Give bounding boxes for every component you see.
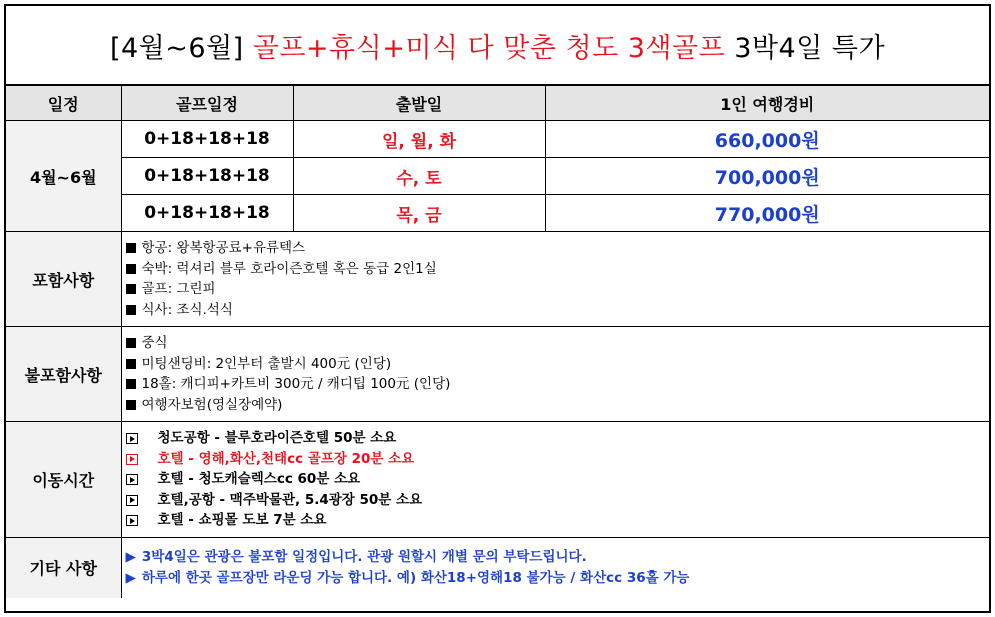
price-cell: 660,000원 [545,121,989,158]
list-item: 호텔,공항 - 맥주박물관, 5.4광장 50분 소요 [126,490,990,511]
included-label: 포함사항 [6,232,121,327]
square-bullet-icon [126,264,136,274]
golf-schedule-cell: 0+18+18+18 [121,195,293,232]
notes-list [121,537,989,598]
title-suffix: 3박4일 특가 [725,32,886,64]
triangle-bullet-icon: ▶ [125,549,136,565]
notes-label: 기타 사항 [6,537,121,598]
list-item: 호텔 - 영해,화산,천태cc 골프장 20분 소요 [126,449,990,470]
schedule-label: 4월~6월 [6,121,121,232]
square-bullet-icon [126,359,136,369]
play-box-icon [126,474,138,485]
table-row [6,158,989,195]
square-bullet-icon [126,379,136,389]
excluded-label: 불포함사항 [6,327,121,422]
list-item: 18홀: 캐디피+카트비 300元 / 캐디팁 100元 (인당) [126,374,990,395]
title-highlight: 골프+휴식+미식 다 맞춘 청도 3색골프 [252,32,726,64]
square-bullet-icon [126,400,136,410]
golf-schedule-cell: 0+18+18+18 [121,121,293,158]
list-item: 여행자보험(영실장예약) [126,395,990,416]
price-cell: 700,000원 [545,158,989,195]
table-row [6,195,989,232]
square-bullet-icon [126,284,136,294]
list-item: ▶ 3박4일은 관광은 불포함 일정입니다. 관광 원할시 개별 문의 부탁드립니다. [125,549,587,565]
table-header-row [6,86,989,121]
list-item: 골프: 그린피 [126,279,990,300]
departure-days-cell: 목, 금 [293,195,545,232]
header-golf-schedule: 골프일정 [121,86,293,121]
triangle-bullet-icon: ▶ [125,569,136,586]
header-price: 1인 여행경비 [545,86,989,121]
departure-days-cell: 일, 월, 화 [293,121,545,158]
included-list [121,232,989,327]
excluded-row [6,327,989,422]
list-item: 호텔 - 청도캐슬렉스cc 60분 소요 [126,469,990,490]
header-schedule: 일정 [6,86,121,121]
table-row [6,121,989,158]
square-bullet-icon [126,243,136,253]
transfer-list [121,422,989,538]
list-item: ▶ 하루에 한곳 골프장만 라운딩 가능 합니다. 예) 화산18+영해18 불가능 / 화산cc 36홀 가능 [125,569,690,586]
title-prefix: [4월~6월] [109,32,253,64]
notes-row [6,537,989,598]
excluded-list [121,327,989,422]
play-box-icon [126,515,138,526]
play-box-icon [126,454,138,465]
golf-schedule-cell: 0+18+18+18 [121,158,293,195]
play-box-icon [126,495,138,506]
transfer-label: 이동시간 [6,422,121,538]
list-item: 호텔 - 쇼핑몰 도보 7분 소요 [126,510,990,531]
page-title [6,6,989,86]
play-box-icon [126,433,138,444]
square-bullet-icon [126,338,136,348]
list-item: 항공: 왕복항공료+유류텍스 [126,238,990,259]
square-bullet-icon [126,305,136,315]
golf-package-sheet [4,4,991,613]
list-item: 청도공항 - 블루호라이즌호텔 50분 소요 [126,428,990,449]
list-item: 중식 [126,333,990,354]
departure-days-cell: 수, 토 [293,158,545,195]
header-departure-day: 출발일 [293,86,545,121]
price-cell: 770,000원 [545,195,989,232]
list-item: 식사: 조식.석식 [126,300,990,321]
package-table [6,86,989,598]
transfer-row [6,422,989,538]
list-item: 미팅샌딩비: 2인부터 출발시 400元 (인당) [126,354,990,375]
included-row [6,232,989,327]
list-item: 숙박: 럭셔리 블루 호라이즌호텔 혹은 동급 2인1실 [126,259,990,280]
